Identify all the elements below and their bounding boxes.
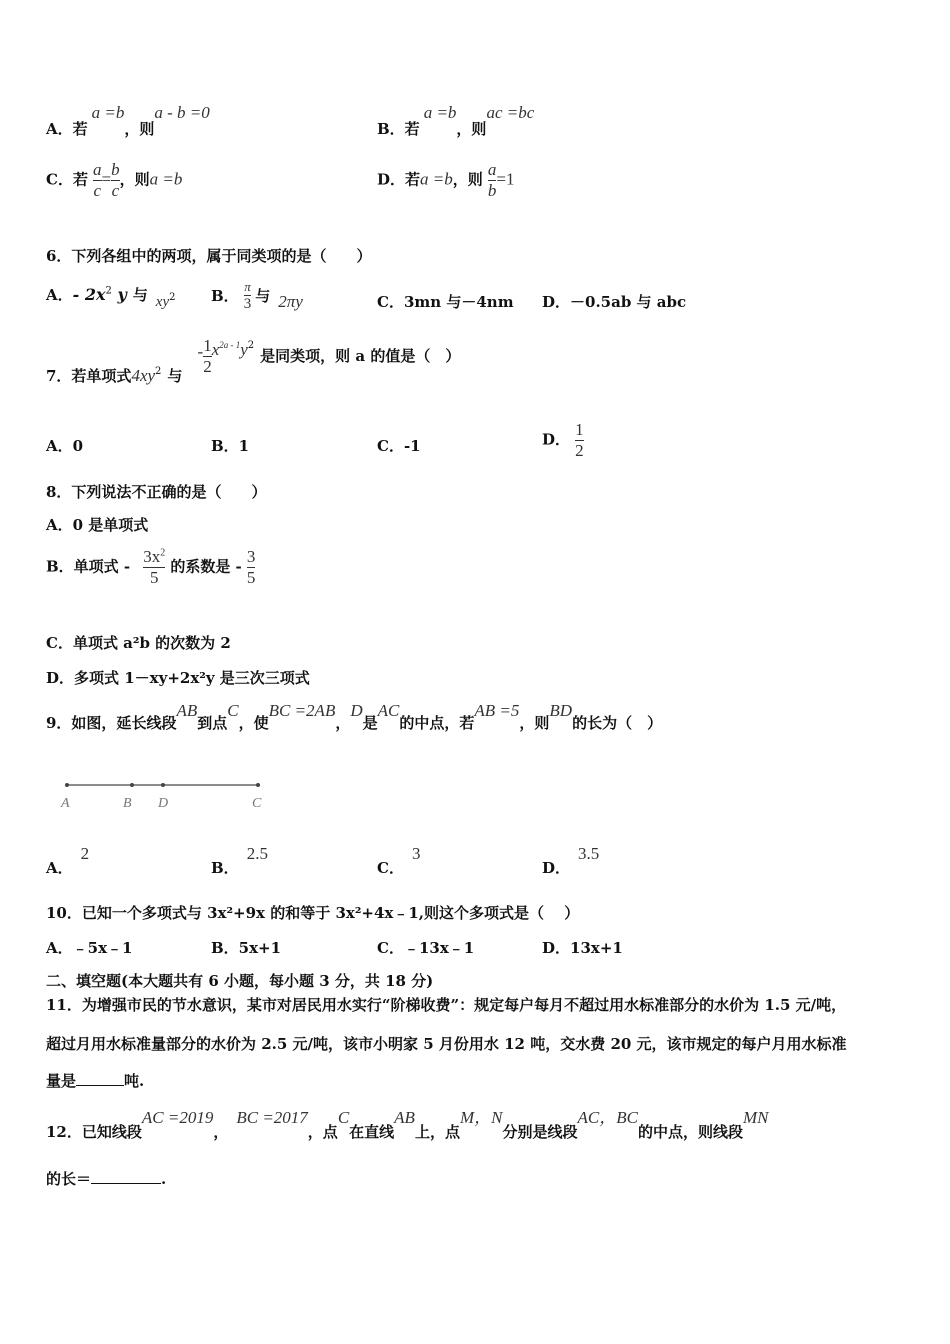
q5-option-b: B．若a =b，则ac =bc bbox=[377, 103, 535, 138]
point-d bbox=[161, 783, 165, 787]
q8-option-d: D．多项式 1－xy+2x²y 是三次三项式 bbox=[46, 669, 310, 687]
q12-stem: 12．已知线段AC =2019，BC =2017，点C在直线AB上，点M，N分别是线段AC，BC的中点，则线段MN bbox=[46, 1108, 769, 1141]
label-c: C bbox=[252, 796, 262, 811]
q8-stem: 8．下列说法不正确的是（ ） bbox=[46, 483, 267, 501]
fraction: $\frac{b}{c}$ bbox=[111, 160, 120, 200]
q11-line-1: 11．为增强市民的节水意识，某市对居民用水实行“阶梯收费”：规定每户每月不超过用水标准部分的水价为 1.5 元/吨， bbox=[46, 996, 847, 1014]
q9-stem: 9．如图，延长线段AB到点C，使BC =2AB，D是AC的中点，若AB =5，则BD的长为（ ） bbox=[46, 701, 663, 732]
label-a: A bbox=[61, 796, 70, 811]
q9-option-b: B．2.5 bbox=[211, 844, 268, 877]
q6-option-c: C．3mn 与－4nm bbox=[377, 293, 514, 311]
q5-option-a: A．若a =b，则a - b =0 bbox=[46, 103, 210, 138]
q10-option-d: D．13x+1 bbox=[542, 939, 623, 957]
q6-option-b: B． $\frac{\pi}{3}$ 与 2πy bbox=[211, 279, 303, 312]
q10-stem: 10．已知一个多项式与 3x²+9x 的和等于 3x²+4x﹣1,则这个多项式是（ ） bbox=[46, 904, 580, 922]
q8-option-a: A．0 是单项式 bbox=[46, 516, 149, 534]
point-c bbox=[256, 783, 260, 787]
fraction: $\frac{3}{5}$ bbox=[246, 547, 256, 587]
q10-option-c: C．﹣13x﹣1 bbox=[377, 939, 475, 957]
fraction: $\frac{a}{c}$ bbox=[93, 160, 102, 200]
q10-option-b: B．5x+1 bbox=[211, 939, 282, 957]
q7-option-d: D． $\frac{1}{2}$ bbox=[542, 420, 584, 460]
q11-line-2: 超过月用水标准量部分的水价为 2.5 元/吨，该市小明家 5 月份用水 12 吨，交水费 20 元，该市规定的每户月用水标准 bbox=[46, 1035, 847, 1053]
q6-option-d: D．－0.5ab 与 abc bbox=[542, 293, 687, 311]
fraction: $\frac{1}{2}$ bbox=[575, 420, 584, 460]
label-d: D bbox=[158, 796, 169, 811]
point-b bbox=[130, 783, 134, 787]
q10-option-a: A．﹣5x﹣1 bbox=[46, 939, 133, 957]
q7-stem: 7．若单项式$4xy^2$ 与 - $\frac{1}{2}$ $x^{2a - 1}y^2$是同类项，则 a 的值是（ ） bbox=[46, 336, 461, 385]
segment-figure bbox=[55, 775, 275, 815]
answer-blank[interactable] bbox=[76, 1071, 124, 1086]
q8-option-b: B．单项式 - $\frac{3x^2}{5}$ 的系数是 - $\frac{3}{5}$ bbox=[46, 547, 256, 587]
q6-stem: 6．下列各组中的两项，属于同类项的是（ ） bbox=[46, 247, 372, 265]
q7-option-a: A．0 bbox=[46, 437, 84, 455]
point-a bbox=[65, 783, 69, 787]
q8-option-c: C．单项式 a²b 的次数为 2 bbox=[46, 634, 231, 652]
q11-line-3: 量是 吨. bbox=[46, 1072, 145, 1090]
q5-option-d: D．若a =b，则 $\frac{a}{b}$ =1 bbox=[377, 160, 515, 200]
q5-option-c: C．若 $\frac{a}{c}$ = $\frac{b}{c}$ ，则a =b bbox=[46, 160, 183, 200]
q7-option-b: B．1 bbox=[211, 437, 250, 455]
label-b: B bbox=[123, 796, 132, 811]
q7-option-c: C．-1 bbox=[377, 437, 421, 455]
q9-option-a: A．2 bbox=[46, 844, 90, 877]
answer-blank[interactable] bbox=[91, 1169, 161, 1184]
fraction: $\frac{\pi}{3}$ bbox=[243, 279, 252, 312]
fraction: $\frac{3x^2}{5}$ bbox=[143, 547, 166, 587]
section-heading: 二、填空题(本大题共有 6 小题，每小题 3 分，共 18 分) bbox=[46, 972, 434, 990]
q12-line-2: 的长＝ . bbox=[46, 1170, 167, 1188]
fraction: $\frac{a}{b}$ bbox=[487, 160, 497, 200]
q9-option-c: C．3 bbox=[377, 844, 421, 877]
q9-option-d: D．3.5 bbox=[542, 844, 600, 877]
fraction: $\frac{1}{2}$ bbox=[203, 336, 212, 376]
q6-option-a: A．- $2x^2$ y 与 $xy^2$ bbox=[46, 285, 176, 310]
